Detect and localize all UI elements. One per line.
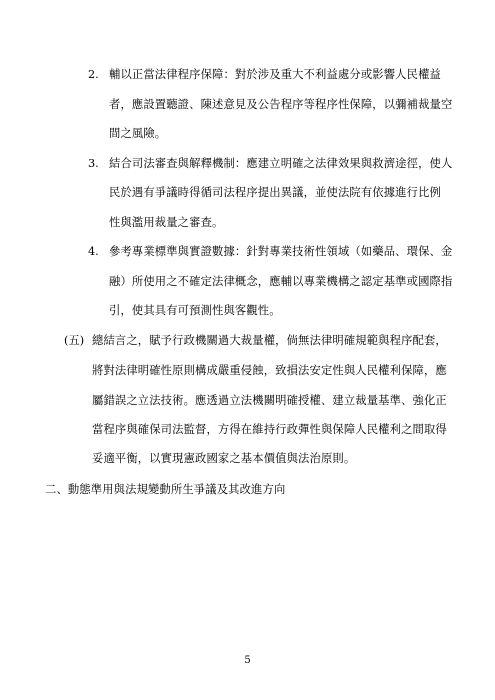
item-3-line-1: 結合司法審查與解釋機制：應建立明確之法律效果與救濟途徑，使人 <box>109 157 453 170</box>
item-3-number: 3. <box>88 157 99 170</box>
item-3-line-3: 性與濫用裁量之審查。 <box>109 216 224 229</box>
item-2-number: 2. <box>88 68 99 81</box>
item-4-line-1: 參考專業標準與實證數據：針對專業技術性領域（如藥品、環保、金 <box>109 245 453 258</box>
conclusion-number: (五) <box>64 334 85 347</box>
item-2-line-2: 者，應設置聽證、陳述意見及公告程序等程序性保障，以彌補裁量空 <box>109 98 453 111</box>
section-heading: 二、動態準用與法規變動所生爭議及其改進方向 <box>45 483 286 496</box>
item-2-line-1: 輔以正當法律程序保障：對於涉及重大不利益處分或影響人民權益 <box>109 68 441 81</box>
item-4-line-3: 引，使其具有可預測性與客觀性。 <box>109 304 281 317</box>
item-4-line-2: 融）所使用之不確定法律概念，應輔以專業機構之認定基準或國際指 <box>109 275 453 288</box>
conclusion-line-3: 屬錯誤之立法技術。應透過立法機關明確授權、建立裁量基準、強化正 <box>92 394 447 407</box>
conclusion-line-4: 當程序與確保司法監督，方得在維持行政彈性與保障人民權利之間取得 <box>92 423 447 436</box>
item-3-line-2: 民於遇有爭議時得循司法程序提出異議，並使法院有依據進行比例 <box>109 186 441 199</box>
item-2-line-3: 間之風險。 <box>109 127 167 140</box>
conclusion-line-2: 將對法律明確性原則構成嚴重侵蝕，致損法安定性與人民權利保障，應 <box>92 364 447 377</box>
conclusion-line-5: 妥適平衡，以實現憲政國家之基本價值與法治原則。 <box>92 452 356 465</box>
conclusion-line-1: 總結言之，賦予行政機關過大裁量權，倘無法律明確規範與程序配套， <box>92 334 447 347</box>
page-number: 5 <box>244 655 251 666</box>
item-4-number: 4. <box>88 245 99 258</box>
